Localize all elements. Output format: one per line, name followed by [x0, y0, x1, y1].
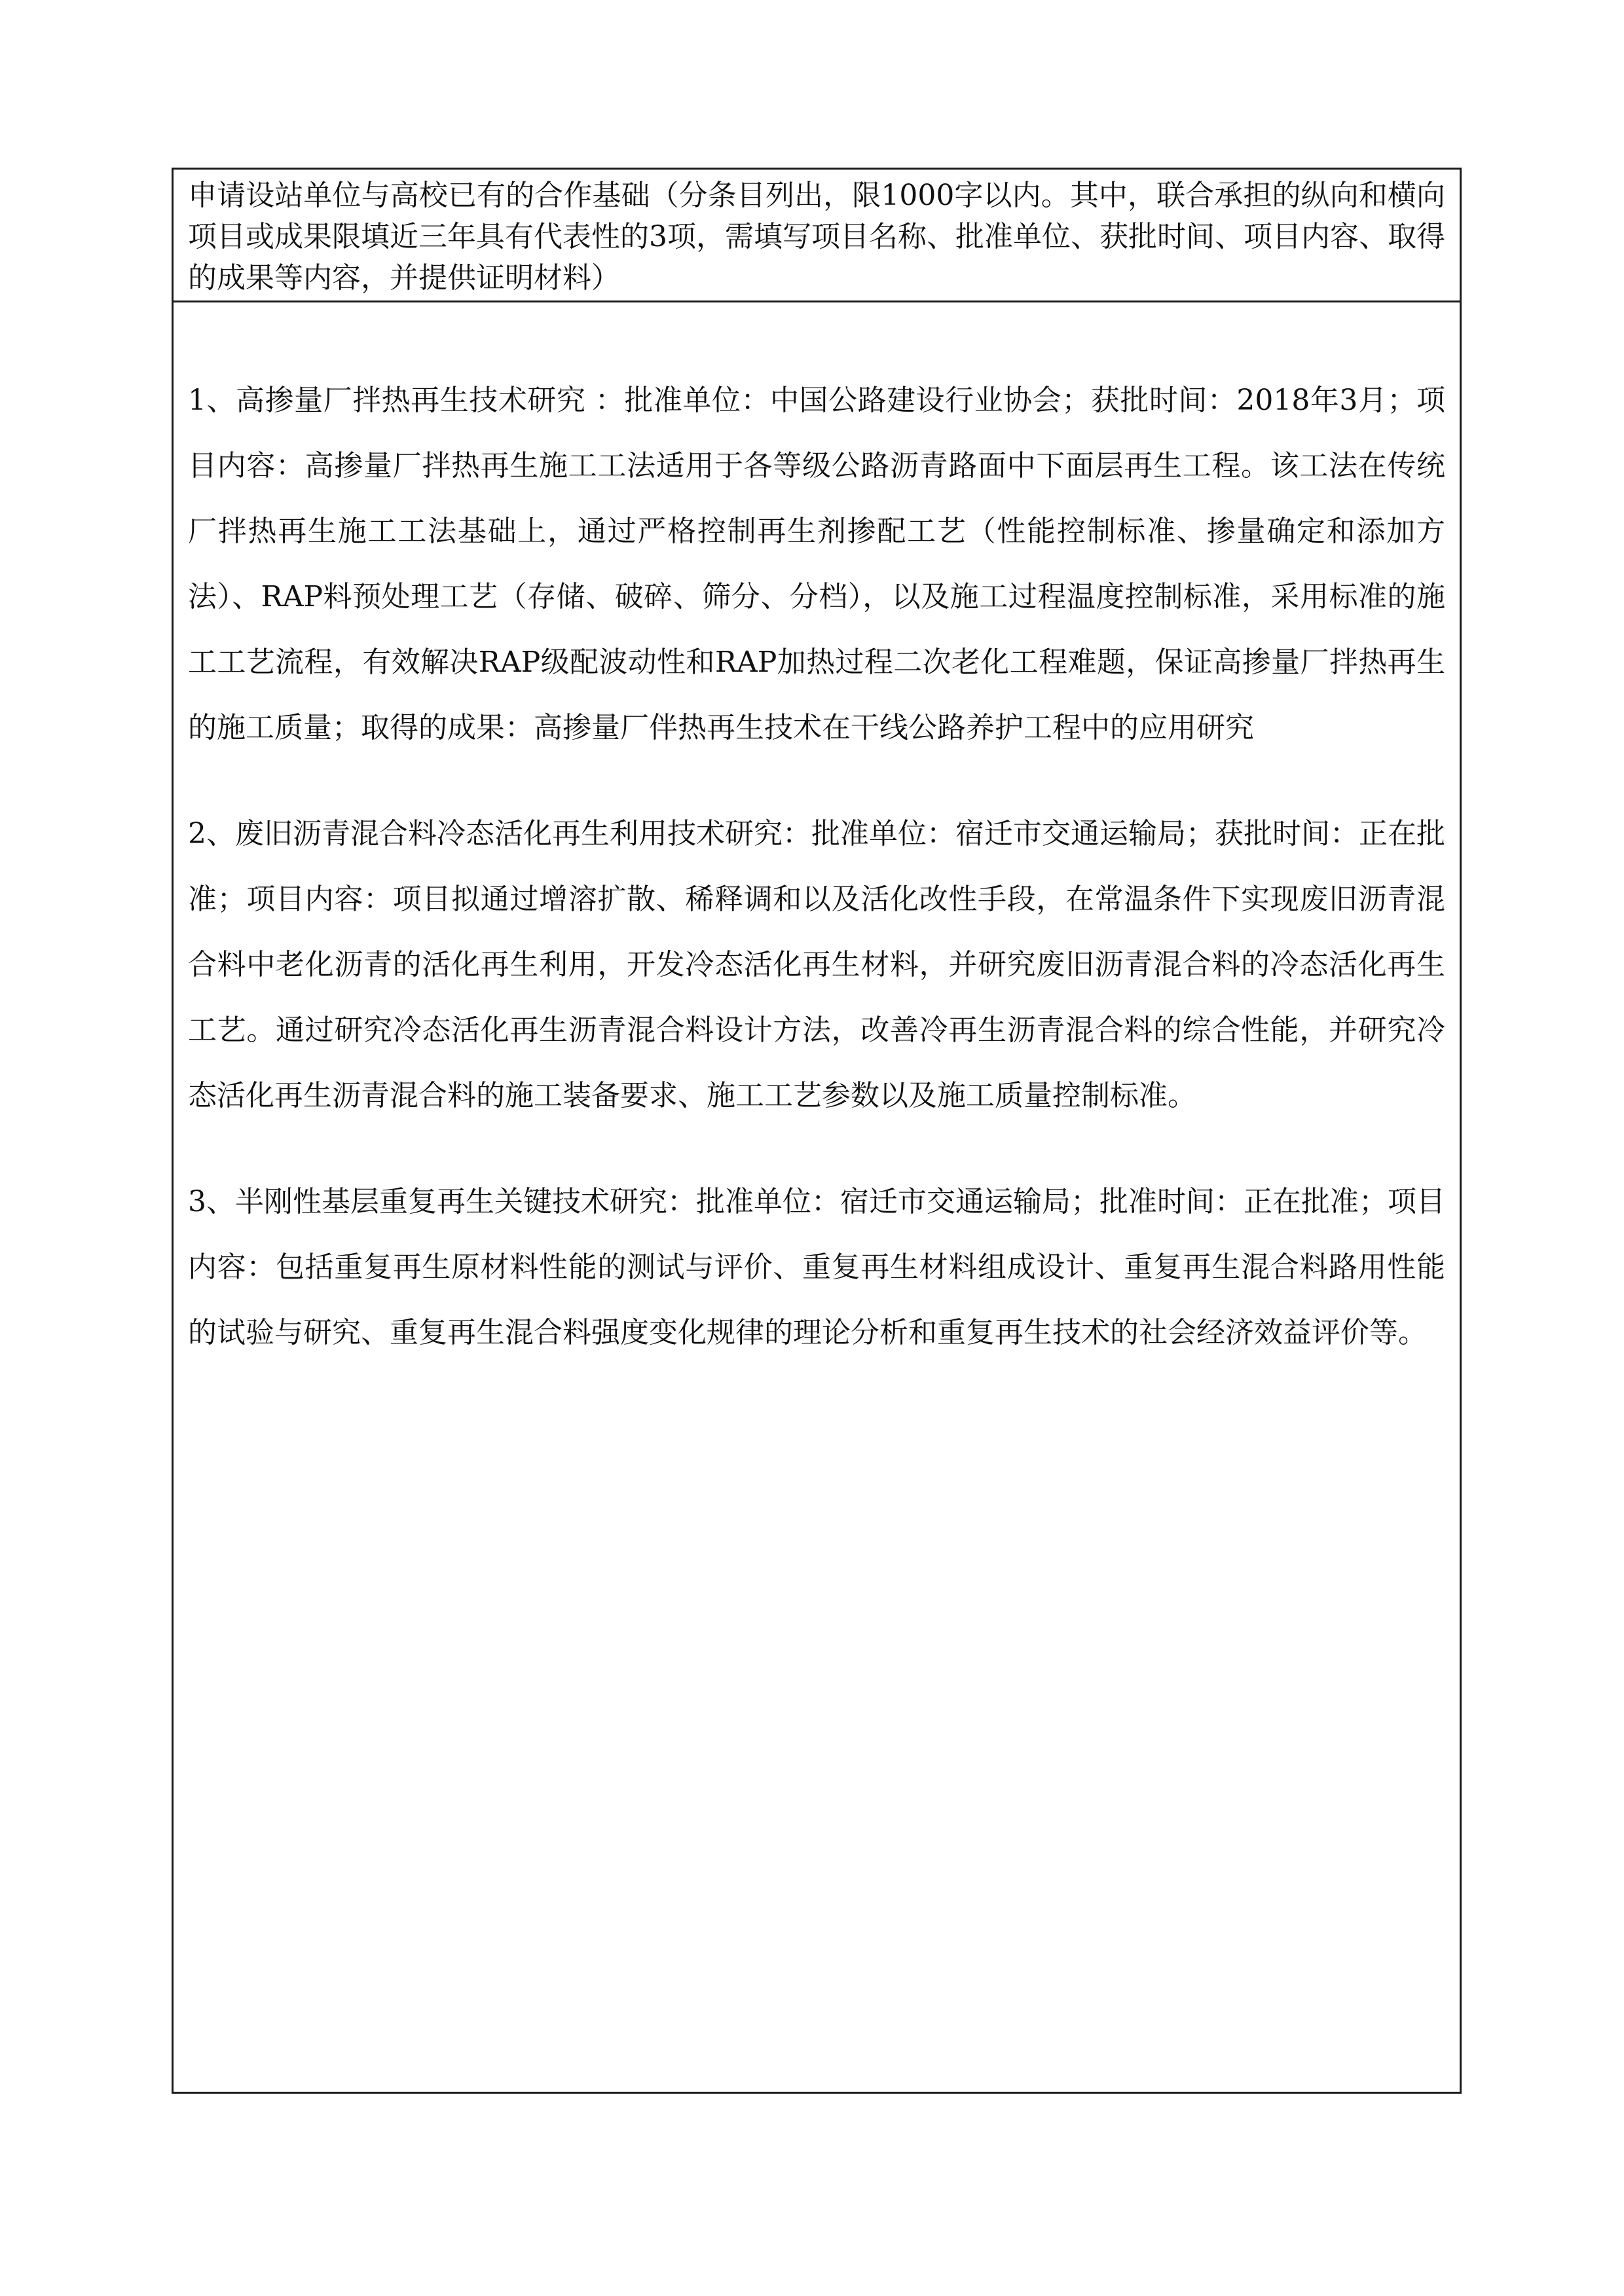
form-header-text: 申请设站单位与高校已有的合作基础（分条目列出，限1000字以内。其中，联合承担的纵向和横向项目或成果限填近三年具有代表性的3项，需填写项目名称、批准单位、获批时间、项目内容、取得的成果等内容，并提供证明材料） [188, 179, 1445, 295]
project-item-2: 2、废旧沥青混合料冷态活化再生利用技术研究：批准单位：宿迁市交通运输局；获批时间：正在批准；项目内容：项目拟通过增溶扩散、稀释调和以及活化改性手段，在常温条件下实现废旧沥青混合料中老化沥青的活化再生利用，开发冷态活化再生材料，并研究废旧沥青混合料的冷态活化再生工艺。通过研究冷态活化再生沥青混合料设计方法，改善冷再生沥青混合料的综合性能，并研究冷态活化再生沥青混合料的施工装备要求、施工工艺参数以及施工质量控制标准。 [188, 817, 1445, 1112]
project-item-1: 1、高掺量厂拌热再生技术研究 ：批准单位：中国公路建设行业协会；获批时间：2018年3月；项目内容：高掺量厂拌热再生施工工法适用于各等级公路沥青路面中下面层再生工程。该工法在传统厂拌热再生施工工法基础上，通过严格控制再生剂掺配工艺（性能控制标准、掺量确定和添加方法）、RAP料预处理工艺（存储、破碎、筛分、分档），以及施工过程温度控制标准，采用标准的施工工艺流程，有效解决RAP级配波动性和RAP加热过程二次老化工程难题，保证高掺量厂拌热再生的施工质量；取得的成果：高掺量厂伴热再生技术在干线公路养护工程中的应用研究 [188, 384, 1445, 744]
form-header-cell [174, 170, 1460, 302]
form-content-cell [174, 302, 1460, 2092]
project-item-3: 3、半刚性基层重复再生关键技术研究：批准单位：宿迁市交通运输局；批准时间：正在批准；项目内容：包括重复再生原材料性能的测试与评价、重复再生材料组成设计、重复再生混合料路用性能的试验与研究、重复再生混合料强度变化规律的理论分析和重复再生技术的社会经济效益评价等。 [188, 1185, 1445, 1349]
cooperation-form-table [172, 168, 1462, 2094]
